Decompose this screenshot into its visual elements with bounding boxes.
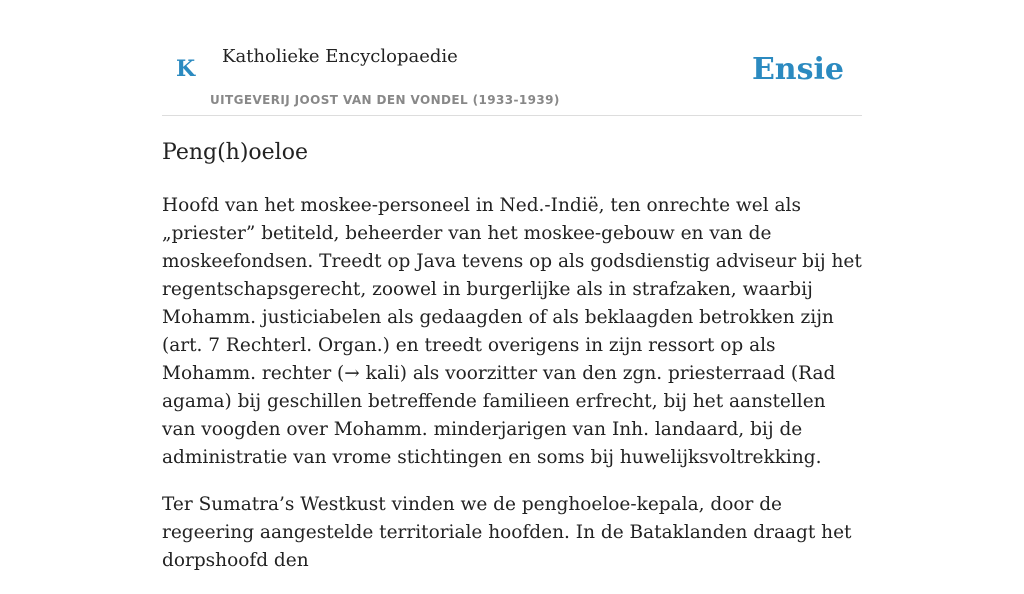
article-paragraph-1: Hoofd van het moskee-personeel in Ned.-Indië, ten onrechte wel als „priester” betiteld, beheerder van het moskee-gebouw en van de moskeefondsen. Treedt op Java tevens op als godsdienstig adviseur bij het regentschapsgerecht, zoowel in burgerlijke als in strafzaken, waarbij Mohamm. justiciabelen als gedaagden of als beklaagden betrokken zijn (art. 7 Rechterl. Organ.) en treedt overigens in zijn ressort op als Mohamm. rechter (→ kali) als voorzitter van den zgn. priesterraad (Rad agama) bij geschillen betreffende familieen erfrecht, bij het aanstellen van voogden over Mohamm. minderjarigen van Inh. landaard, bij de administratie van vrome stichtingen en soms bij huwelijksvoltrekking.	[162, 195, 862, 468]
site-header	[162, 40, 862, 116]
publication-title-link[interactable]: Katholieke Encyclopaedie	[222, 46, 458, 67]
publisher-label: UITGEVERIJ JOOST VAN DEN VONDEL (1933-1939)	[210, 93, 560, 107]
article-body	[162, 192, 862, 594]
article-title: Peng(h)oeloe	[162, 140, 308, 165]
encyclopedia-logo-icon[interactable]: K	[176, 56, 196, 82]
article-paragraph-2: Ter Sumatra’s Westkust vinden we de penghoeloe-kepala, door de regeering aangestelde territoriale hoofden. In de Bataklanden draagt het dorpshoofd den	[162, 494, 852, 571]
ensie-logo-link[interactable]: Ensie	[751, 52, 844, 87]
